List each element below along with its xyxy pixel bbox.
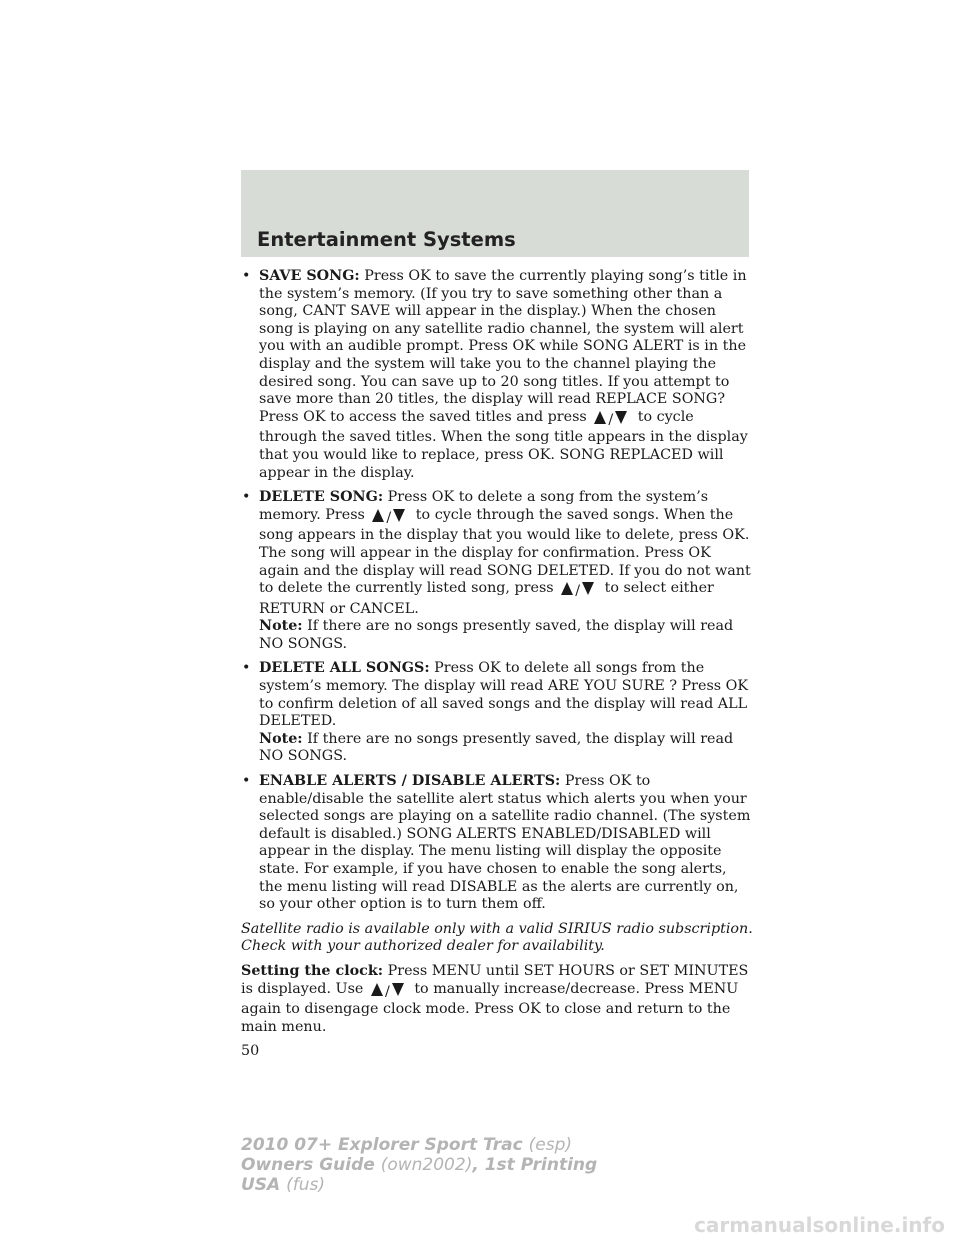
list-item-delete-all-songs (241, 660, 753, 766)
item-text: to cycle through the saved titles. When the song title appears in the display that you would like to replace, press OK. SONG REPLACED will appear in the display. (259, 408, 748, 481)
footer-line-1 (241, 1135, 597, 1155)
footer-guide-code: (own2002) (380, 1155, 473, 1175)
note-label: Note: (259, 730, 303, 747)
clock-paragraph (241, 963, 753, 1036)
arrow-separator: / (386, 509, 392, 526)
clock-text: to manually increase/decrease. Press MENU again to disengage clock mode. Press OK to close and return to the main menu. (241, 980, 739, 1035)
page-number: 50 (241, 1043, 260, 1060)
item-lead: DELETE SONG: (259, 489, 384, 506)
section-title: Entertainment Systems (257, 228, 516, 251)
down-arrow-icon (393, 509, 405, 522)
item-text: to cycle through the saved songs. When the song appears in the display that you would like to delete, press OK. The song will appear in the display for confirmation. Press OK again and the display will read SONG DELETED. If you do not want to delete the currently listed song, press (259, 506, 751, 597)
item-lead: ENABLE ALERTS / DISABLE ALERTS: (259, 773, 561, 790)
list-item-enable-disable-alerts (241, 773, 753, 914)
up-arrow-icon (372, 509, 384, 522)
item-lead: SAVE SONG: (259, 268, 360, 284)
page-content (241, 268, 753, 1061)
note-text: If there are no songs presently saved, the display will read NO SONGS. (259, 730, 734, 765)
item-lead: DELETE ALL SONGS: (259, 660, 430, 677)
up-down-arrows-icon (594, 411, 627, 430)
item-text: Press OK to delete a song from the system’s memory. Press (259, 489, 709, 523)
footer-model-code: (esp) (528, 1135, 573, 1155)
document-footer (241, 1135, 597, 1195)
note-text: If there are no songs presently saved, the display will read NO SONGS. (259, 618, 734, 652)
arrow-separator: / (575, 583, 581, 600)
note-label: Note: (259, 618, 303, 635)
bullet-icon: • (242, 773, 251, 790)
bullet-icon: • (242, 268, 251, 284)
footer-market: USA (241, 1175, 281, 1195)
arrow-separator: / (608, 411, 614, 428)
list-item-save-song (241, 268, 753, 482)
item-text: Press OK to enable/disable the satellite alert status which alerts you when your selected songs are playing on a satellite radio channel. (The system default is disabled.) SONG ALERTS ENABLED/DISABLED will appear in the display. The menu listing will display the opposite state. For example, if you have chosen to enable the song alerts, the menu listing will read DISABLE as the alerts are currently on, so your other option is to turn them off. (259, 773, 751, 913)
up-down-arrows-icon (371, 983, 404, 1002)
up-arrow-icon (594, 411, 606, 424)
clock-text: Press MENU until SET HOURS or SET MINUTES is displayed. Use (241, 962, 749, 997)
down-arrow-icon (615, 411, 627, 424)
up-arrow-icon (371, 983, 383, 996)
up-arrow-icon (561, 582, 573, 595)
footer-market-code: (fus) (286, 1175, 326, 1195)
clock-lead: Setting the clock: (241, 962, 384, 979)
footer-model: 2010 07+ Explorer Sport Trac (241, 1135, 523, 1155)
up-down-arrows-icon (372, 509, 405, 528)
bullet-icon: • (242, 660, 251, 677)
list-item-delete-song (241, 489, 753, 653)
note (259, 731, 753, 766)
up-down-arrows-icon (561, 582, 594, 601)
footer-printing: , 1st Printing (472, 1155, 598, 1175)
item-text: Press OK to save the currently playing song’s title in the system’s memory. (If you try to save something other than a song, CANT SAVE will appear in the display.) When the chosen song is playing on any satellite radio channel, the system will alert you with an audible prompt. Press OK while SONG ALERT is in the display and the system will take you to the channel playing the desired song. You can save up to 20 song titles. If you attempt to save more than 20 titles, the display will read REPLACE SONG? Press OK to access the saved titles and press (259, 268, 747, 425)
footer-line-3 (241, 1175, 597, 1195)
item-text: to select either RETURN or CANCEL. (259, 580, 714, 617)
down-arrow-icon (392, 983, 404, 996)
section-header-bar (241, 170, 749, 257)
footer-line-2 (241, 1155, 597, 1175)
satellite-availability-note: Satellite radio is available only with a valid SIRIUS radio subscription. Check with your authorized dealer for availability. (241, 920, 753, 955)
footer-guide: Owners Guide (241, 1155, 375, 1175)
arrow-separator: / (384, 983, 390, 1000)
bullet-icon: • (242, 489, 251, 506)
watermark: carmanualsonline.info (694, 1213, 945, 1237)
note (259, 618, 753, 653)
item-text: Press OK to delete all songs from the system’s memory. The display will read ARE YOU SURE ? Press OK to confirm deletion of all saved songs and the display will read ALL DELETED. (259, 660, 749, 730)
down-arrow-icon (582, 582, 594, 595)
